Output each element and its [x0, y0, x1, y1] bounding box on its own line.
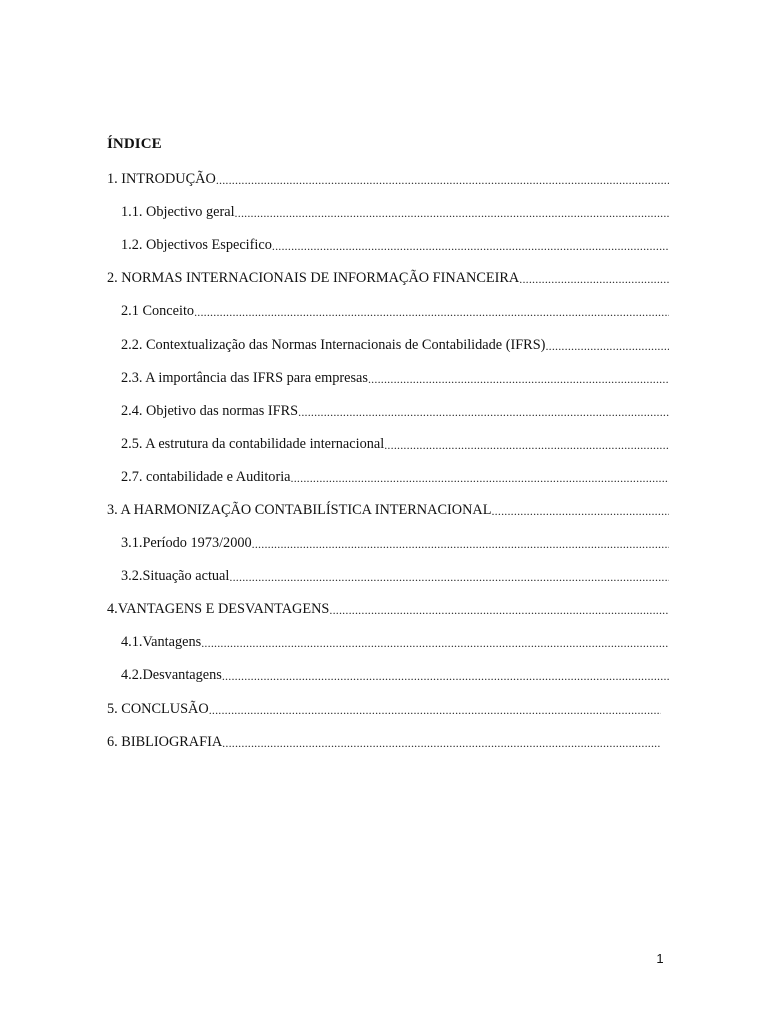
- toc-entry[interactable]: [0, 593, 669, 626]
- toc-entry-label: 1. INTRODUÇÃO: [107, 171, 216, 188]
- toc-entry[interactable]: [0, 726, 661, 759]
- toc-dot-leader: [491, 504, 669, 519]
- toc-entry[interactable]: [0, 560, 669, 593]
- toc-entry-label: 6. BIBLIOGRAFIA: [107, 733, 223, 750]
- toc-entry[interactable]: [0, 295, 669, 328]
- table-of-contents: [0, 163, 768, 759]
- toc-entry-label: 2. NORMAS INTERNACIONAIS DE INFORMAÇÃO FINANCEIRA: [107, 270, 520, 287]
- toc-entry-label: 4.2.Desvantagens: [121, 667, 222, 684]
- toc-dot-leader: [291, 471, 669, 486]
- toc-dot-leader: [368, 372, 669, 387]
- toc-entry-label: 1.1. Objectivo geral: [121, 204, 235, 221]
- toc-entry[interactable]: [0, 626, 669, 659]
- toc-entry[interactable]: [0, 229, 669, 262]
- toc-entry-label: 3.1.Período 1973/2000: [121, 535, 252, 552]
- toc-dot-leader: [222, 669, 669, 684]
- toc-dot-leader: [545, 339, 669, 354]
- toc-dot-leader: [209, 703, 661, 718]
- toc-entry[interactable]: [0, 163, 669, 196]
- toc-entry-label: 3. A HARMONIZAÇÃO CONTABILÍSTICA INTERNACIONAL: [107, 501, 492, 518]
- toc-entry-label: 4.VANTAGENS E DESVANTAGENS: [107, 601, 330, 618]
- page-number: 1: [656, 951, 664, 966]
- toc-entry[interactable]: [0, 328, 669, 361]
- toc-entry[interactable]: [0, 362, 669, 395]
- toc-dot-leader: [519, 272, 669, 287]
- toc-dot-leader: [235, 206, 669, 221]
- toc-entry[interactable]: [0, 262, 669, 295]
- toc-entry-label: 2.1 Conceito: [121, 303, 195, 320]
- toc-entry-label: 2.7. contabilidade e Auditoria: [121, 468, 291, 485]
- toc-entry-label: 5. CONCLUSÃO: [107, 700, 209, 717]
- toc-heading: ÍNDICE: [107, 136, 162, 152]
- toc-entry[interactable]: [0, 527, 669, 560]
- toc-dot-leader: [216, 173, 669, 188]
- toc-dot-leader: [298, 405, 669, 420]
- toc-dot-leader: [201, 636, 669, 651]
- toc-entry[interactable]: [0, 693, 661, 726]
- toc-dot-leader: [229, 570, 669, 585]
- toc-entry-label: 2.5. A estrutura da contabilidade internacional: [121, 435, 385, 452]
- toc-dot-leader: [222, 736, 661, 751]
- toc-dot-leader: [384, 438, 669, 453]
- toc-entry[interactable]: [0, 461, 669, 494]
- toc-entry-label: 3.2.Situação actual: [121, 568, 230, 585]
- toc-entry-label: 2.3. A importância das IFRS para empresas: [121, 369, 368, 386]
- toc-dot-leader: [252, 537, 669, 552]
- toc-dot-leader: [194, 305, 669, 320]
- toc-entry[interactable]: [0, 196, 669, 229]
- toc-entry-label: 4.1.Vantagens: [121, 634, 202, 651]
- toc-entry-label: 2.2. Contextualização das Normas Internacionais de Contabilidade (IFRS): [121, 336, 546, 353]
- toc-dot-leader: [272, 239, 669, 254]
- toc-entry[interactable]: [0, 395, 669, 428]
- toc-entry-label: 2.4. Objetivo das normas IFRS: [121, 402, 299, 419]
- toc-entry-label: 1.2. Objectivos Especifico: [121, 237, 272, 254]
- toc-entry[interactable]: [0, 428, 669, 461]
- toc-dot-leader: [329, 603, 669, 618]
- toc-entry[interactable]: [0, 659, 669, 692]
- toc-entry[interactable]: [0, 494, 669, 527]
